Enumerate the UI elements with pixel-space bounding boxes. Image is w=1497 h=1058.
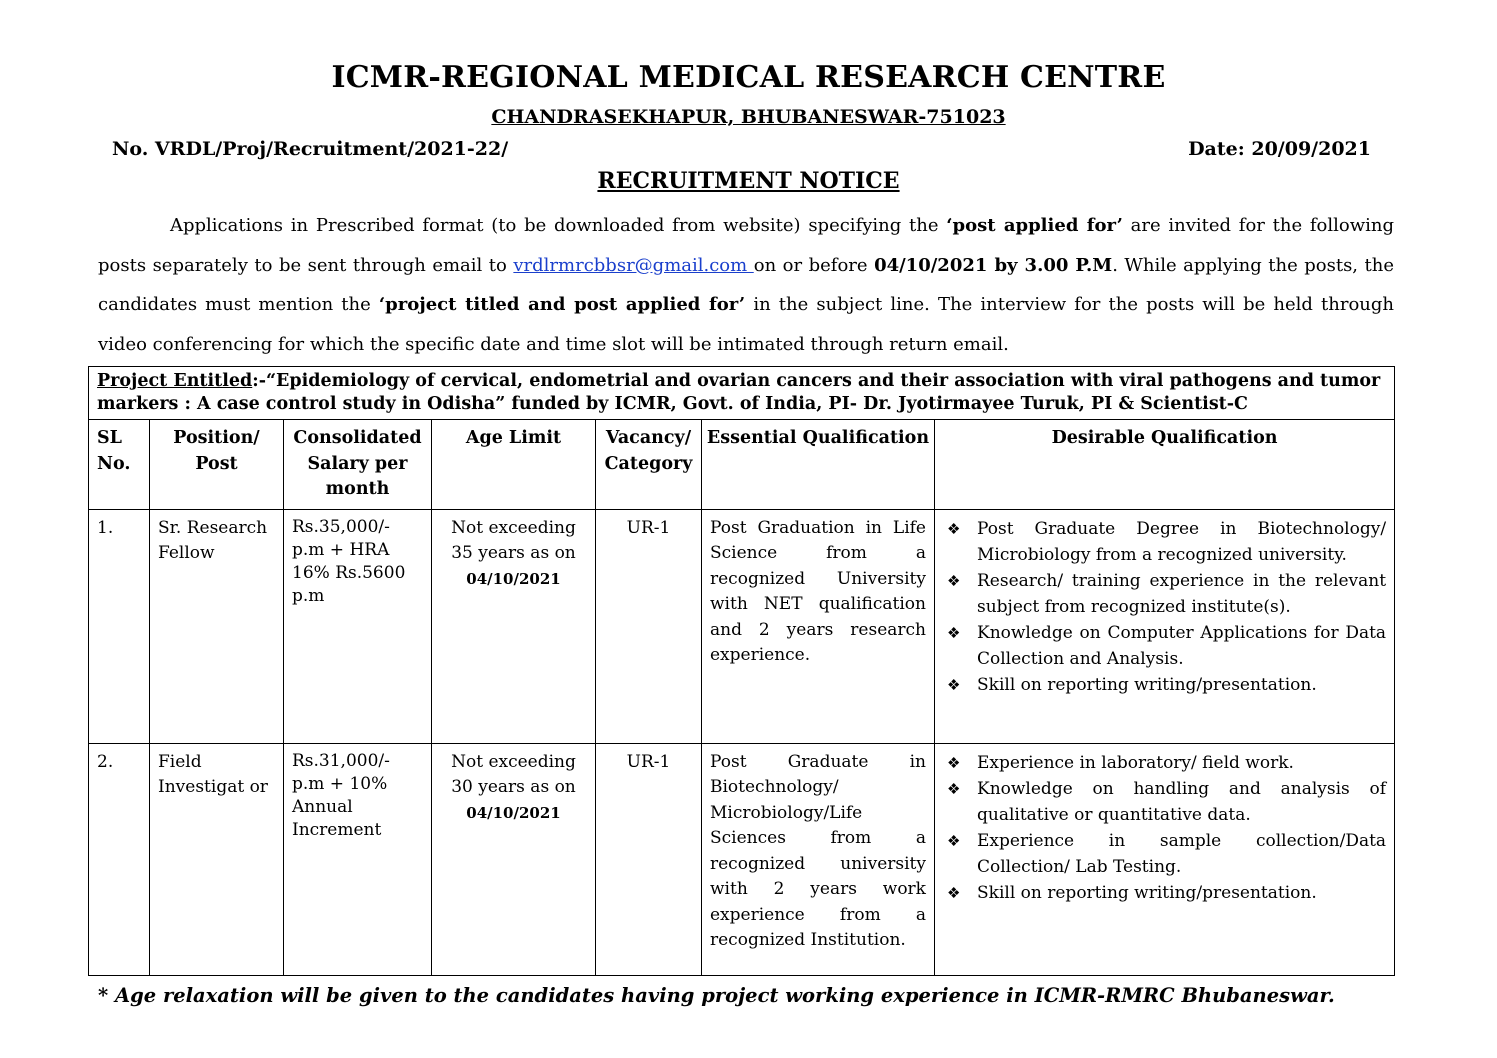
row-vacancy: UR-1 bbox=[596, 509, 702, 743]
notice-date: Date: 20/09/2021 bbox=[1188, 138, 1371, 160]
row-sl: 1. bbox=[89, 509, 150, 743]
intro-text: are invited for the following posts separately to be sent through email to bbox=[98, 215, 1394, 276]
row-position: Field Investigat or bbox=[150, 743, 284, 975]
desirable-item bbox=[943, 750, 1386, 776]
row-vacancy: UR-1 bbox=[596, 743, 702, 975]
recruitment-table bbox=[88, 366, 1395, 976]
project-title bbox=[89, 367, 1395, 420]
deadline-text: 04/10/2021 by 3.00 P.M bbox=[874, 254, 1113, 276]
row-age bbox=[432, 509, 596, 743]
row-age-text: Not exceeding 35 years as on bbox=[451, 517, 576, 563]
reference-number: No. VRDL/Proj/Recruitment/2021-22/ bbox=[112, 138, 509, 160]
intro-paragraph bbox=[98, 206, 1394, 364]
desirable-item bbox=[943, 880, 1386, 906]
row-age-date: 04/10/2021 bbox=[466, 803, 561, 822]
page-title: ICMR-REGIONAL MEDICAL RESEARCH CENTRE bbox=[331, 60, 1166, 95]
desirable-item bbox=[943, 620, 1386, 672]
row-essential: Post Graduation in Life Science from a recognized University with NET qualification and 2 years research experience. bbox=[702, 509, 935, 743]
project-label: Project Entitled bbox=[97, 371, 253, 391]
row-sl: 2. bbox=[89, 743, 150, 975]
row-essential: Post Graduate in Biotechnology/ Microbiology/Life Sciences from a recognized university with 2 years work experience from a recognized Institution. bbox=[702, 743, 935, 975]
row-age bbox=[432, 743, 596, 975]
table-row bbox=[89, 743, 1395, 975]
desirable-item bbox=[943, 568, 1386, 620]
desirable-text: Research/ training experience in the relevant subject from recognized institute(s). bbox=[977, 570, 1387, 617]
column-header-desirable: Desirable Qualification bbox=[935, 420, 1395, 510]
row-desirable bbox=[935, 743, 1395, 975]
diamond-bullet-icon: ❖ bbox=[947, 883, 961, 902]
diamond-bullet-icon: ❖ bbox=[947, 831, 961, 850]
row-position: Sr. Research Fellow bbox=[150, 509, 284, 743]
column-header-salary: Consolidated Salary per month bbox=[284, 420, 432, 510]
desirable-text: Post Graduate Degree in Biotechnology/ Microbiology from a recognized university. bbox=[977, 518, 1387, 565]
desirable-text: Skill on reporting writing/presentation. bbox=[977, 882, 1317, 903]
desirable-item bbox=[943, 516, 1386, 568]
project-text: :-“Epidemiology of cervical, endometrial and ovarian cancers and their association with viral pathogens and tumor markers : A case control study in Odisha” funded by ICMR, Govt. of India, PI- Dr. Jyotirmayee Turuk, PI & Scientist-C bbox=[97, 371, 1381, 414]
intro-text: in the subject line. The interview for the posts will be held through video conferencing for which the specific date and time slot will be intimated through return email. bbox=[98, 294, 1395, 355]
intro-text: on or before bbox=[753, 254, 875, 276]
diamond-bullet-icon: ❖ bbox=[947, 519, 961, 538]
project-row bbox=[89, 367, 1395, 420]
diamond-bullet-icon: ❖ bbox=[947, 623, 961, 642]
diamond-bullet-icon: ❖ bbox=[947, 779, 961, 798]
row-desirable bbox=[935, 509, 1395, 743]
column-header-vacancy: Vacancy/ Category bbox=[596, 420, 702, 510]
row-salary: Rs.31,000/- p.m + 10% Annual Increment bbox=[284, 743, 432, 975]
address: CHANDRASEKHAPUR, BHUBANESWAR-751023 bbox=[491, 106, 1006, 128]
desirable-text: Knowledge on handling and analysis of qualitative or quantitative data. bbox=[977, 778, 1387, 825]
email-link[interactable]: vrdlrmrcbbsr@gmail.com bbox=[513, 254, 754, 276]
diamond-bullet-icon: ❖ bbox=[947, 571, 961, 590]
diamond-bullet-icon: ❖ bbox=[947, 675, 961, 694]
table-header-row bbox=[89, 420, 1395, 510]
desirable-text: Experience in laboratory/ field work. bbox=[977, 752, 1294, 773]
row-age-date: 04/10/2021 bbox=[466, 569, 561, 588]
footnote: * Age relaxation will be given to the candidates having project working experience in ICMR-RMRC Bhubaneswar. bbox=[98, 984, 1335, 1007]
table-row bbox=[89, 509, 1395, 743]
notice-heading: RECRUITMENT NOTICE bbox=[597, 168, 900, 194]
desirable-item bbox=[943, 828, 1386, 880]
row-salary: Rs.35,000/- p.m + HRA 16% Rs.5600 p.m bbox=[284, 509, 432, 743]
desirable-item bbox=[943, 672, 1386, 698]
row-age-text: Not exceeding 30 years as on bbox=[451, 751, 576, 797]
intro-bold-text: ‘post applied for’ bbox=[946, 215, 1123, 236]
column-header-age: Age Limit bbox=[432, 420, 596, 510]
desirable-text: Skill on reporting writing/presentation. bbox=[977, 674, 1317, 695]
diamond-bullet-icon: ❖ bbox=[947, 753, 961, 772]
column-header-sl: SL No. bbox=[89, 420, 150, 510]
column-header-position: Position/ Post bbox=[150, 420, 284, 510]
intro-bold-text: ‘project titled and post applied for’ bbox=[378, 294, 746, 315]
column-header-essential: Essential Qualification bbox=[702, 420, 935, 510]
intro-text: . While applying the posts, the candidates must mention the bbox=[98, 254, 1395, 315]
intro-text: Applications in Prescribed format (to be downloaded from website) specifying the bbox=[170, 215, 947, 236]
desirable-text: Experience in sample collection/Data Collection/ Lab Testing. bbox=[977, 830, 1387, 877]
desirable-text: Knowledge on Computer Applications for Data Collection and Analysis. bbox=[977, 622, 1387, 669]
desirable-item bbox=[943, 776, 1386, 828]
